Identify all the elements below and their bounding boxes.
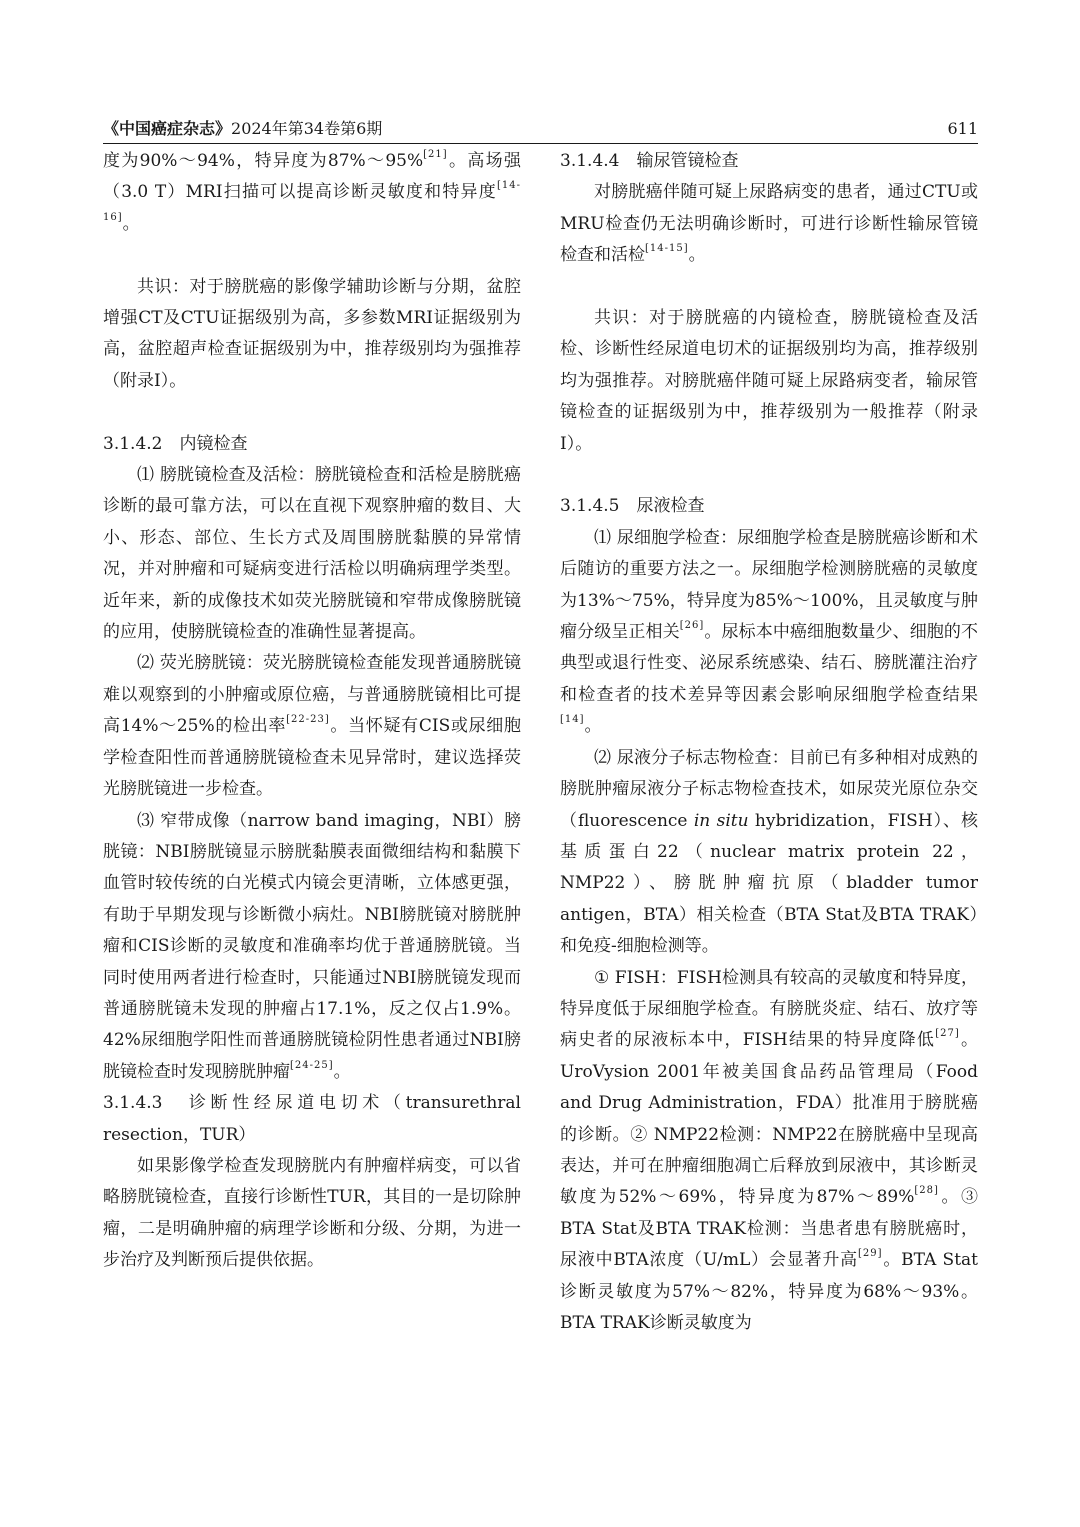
spacer: [103, 397, 521, 428]
citation: [24-25]: [290, 1059, 334, 1071]
section-heading-3143: 3.1.4.3 诊断性经尿道电切术（transurethral resection，TUR）: [103, 1093, 521, 1145]
issue-info: 2024年第34卷第6期: [231, 119, 383, 138]
paragraph-mri: [103, 146, 521, 240]
paragraph-fish: [560, 963, 978, 1340]
text: 对膀胱癌伴随可疑上尿路病变的患者，通过CTU或MRU检查仍无法明确诊断时，可进行诊断性输尿管镜检查和活检: [560, 182, 978, 266]
text: ⑴ 尿细胞学检查：尿细胞学检查是膀胱癌诊断和术后随访的重要方法之一。尿细胞学检测膀胱癌的灵敏度为13%～75%，特异度为85%～100%，且灵敏度与肿瘤分级呈正相关: [560, 527, 978, 643]
citation: [27]: [935, 1028, 960, 1040]
text: 。③ BTA Stat及BTA TRAK检测：当患者患有膀胱癌时，尿液中BTA浓度（U/mL）会显著升高: [560, 1187, 979, 1271]
paragraph-fluorescence: [103, 648, 521, 805]
text: ⑶ 窄带成像（narrow band imaging，NBI）膀胱镜：NBI膀胱镜显示膀胱黏膜表面微细结构和黏膜下血管时较传统的白光模式内镜会更清晰，立体感更强，有助于早期发现与诊断微小病灶。NBI膀胱镜对膀胱肿瘤和CIS诊断的灵敏度和准确率均优于普通膀胱镜。当同时使用两者进行检查时，只能通过NBI膀胱镜发现而普通膀胱镜未发现的肿瘤占17.1%，反之仅占1.9%。42%尿细胞学阳性而普通膀胱镜检阴性患者通过NBI膀胱镜检查时发现膀胱肿瘤: [103, 810, 521, 1082]
text: 。: [688, 245, 706, 266]
text: 。高场强（3.0 T）MRI扫描可以提高诊断灵敏度和特异度: [103, 151, 522, 203]
header-rule: [103, 143, 978, 144]
paragraph-ureteroscopy: [560, 177, 978, 271]
right-column: [560, 146, 978, 1339]
text: ⑵ 尿液分子标志物检查：目前已有多种相对成熟的膀胱肿瘤尿液分子标志物检查技术，如尿荧光原位杂交（fluorescence: [560, 747, 978, 831]
citation: [14-16]: [103, 180, 521, 223]
citation: [14-15]: [645, 243, 689, 255]
running-header: [103, 115, 978, 143]
text: 。当怀疑有CIS或尿细胞学检查阳性而普通膀胱镜检查未见异常时，建议选择荧光膀胱镜进一步检查。: [103, 716, 521, 800]
section-heading-3144: 3.1.4.4 输尿管镜检查: [560, 151, 739, 171]
text: ⑵ 荧光膀胱镜：荧光膀胱镜检查能发现普通膀胱镜难以观察到的小肿瘤或原位癌，与普通膀胱镜相比可提高14%～25%的检出率: [103, 653, 521, 737]
text: 。尿标本中癌细胞数量少、细胞的不典型或退行性变、泌尿系统感染、结石、膀胱灌注治疗和检查者的技术差异等因素会影响尿细胞学检查结果: [560, 622, 979, 705]
journal-issue: [103, 115, 382, 143]
journal-title: 《中国癌症杂志》: [103, 119, 232, 138]
text: 。: [333, 1061, 351, 1082]
section-heading-3142: 3.1.4.2 内镜检查: [103, 433, 248, 454]
consensus-endoscopy: 共识：对于膀胱癌的内镜检查，膀胱镜检查及活检、诊断性经尿道电切术的证据级别均为高，推荐级别均为强推荐。对膀胱癌伴随可疑上尿路病变者，输尿管镜检查的证据级别为中，推荐级别为一般推荐（附录Ⅰ）。: [560, 308, 978, 454]
paragraph-nbi: [103, 806, 521, 1089]
citation: [14]: [560, 714, 585, 726]
text: ① FISH：FISH检测具有较高的灵敏度和特异度，特异度低于尿细胞学检查。有膀胱炎症、结石、放疗等病史者的尿液标本中，FISH结果的特异度降低: [560, 967, 978, 1051]
text: 。UroVysion 2001年被美国食品药品管理局（Food and Drug Administration，FDA）批准用于膀胱癌的诊断。② NMP22检测：NMP22在膀胱癌中呈现高表达，并可在肿瘤细胞凋亡后释放到尿液中，其诊断灵敏度为52%～69%，特异度为87%～89%: [560, 1030, 979, 1208]
page-number: 611: [947, 119, 978, 138]
citation: [28]: [914, 1185, 939, 1197]
spacer: [103, 240, 521, 271]
text: 度为90%～94%，特异度为87%～95%: [103, 151, 424, 171]
paragraph-tur: 如果影像学检查发现膀胱内有肿瘤样病变，可以省略膀胱镜检查，直接行诊断性TUR，其目的一是切除肿瘤，二是明确肿瘤的病理学诊断和分级、分期，为进一步治疗及判断预后提供依据。: [103, 1155, 521, 1271]
citation: [22-23]: [286, 714, 330, 726]
citation: [29]: [858, 1248, 883, 1260]
paragraph-markers: [560, 743, 978, 963]
citation: [21]: [423, 149, 448, 160]
spacer: [560, 460, 978, 491]
text: 。: [584, 716, 602, 737]
italic-term: in situ: [693, 810, 749, 831]
spacer: [560, 272, 978, 303]
citation: [26]: [679, 620, 705, 632]
text: 。BTA Stat诊断灵敏度为57%～82%，特异度为68%～93%。BTA TRAK诊断灵敏度为: [560, 1250, 978, 1333]
text: 。: [122, 213, 140, 234]
section-heading-3145: 3.1.4.5 尿液检查: [560, 496, 705, 517]
paragraph-cystoscopy: ⑴ 膀胱镜检查及活检：膀胱镜检查和活检是膀胱癌诊断的最可靠方法，可以在直视下观察肿瘤的数目、大小、形态、部位、生长方式及周围膀胱黏膜的异常情况，并对肿瘤和可疑病变进行活检以明确病理学类型。近年来，新的成像技术如荧光膀胱镜和窄带成像膀胱镜的应用，使膀胱镜检查的准确性显著提高。: [103, 465, 521, 643]
left-column: [103, 146, 521, 1277]
consensus-imaging: 共识：对于膀胱癌的影像学辅助诊断与分期，盆腔增强CT及CTU证据级别为高，多参数MRI证据级别为高，盆腔超声检查证据级别为中，推荐级别均为强推荐（附录Ⅰ）。: [103, 276, 521, 391]
paragraph-cytology: [560, 523, 978, 743]
text: hybridization，FISH）、核基质蛋白22（nuclear matrix protein 22，NMP22）、膀胱肿瘤抗原（bladder tumor antigen，BTA）相关检查（BTA Stat及BTA TRAK）和免疫-细胞检测等。: [560, 810, 979, 957]
